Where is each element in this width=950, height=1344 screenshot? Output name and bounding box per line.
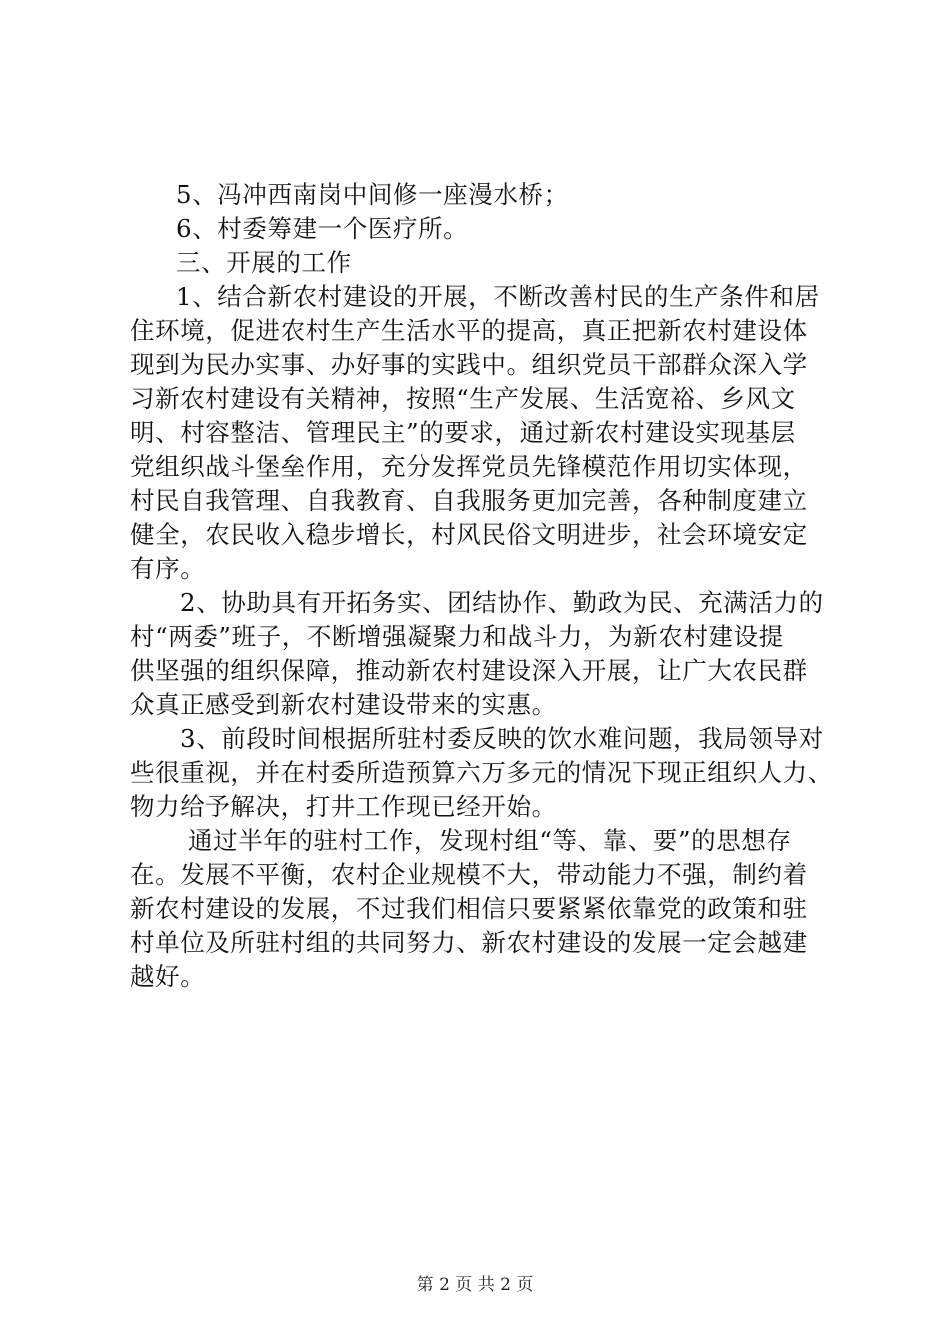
list-item-5: 5、冯冲西南岗中间修一座漫水桥； bbox=[176, 180, 569, 209]
paragraph-4-line-1: 通过半年的驻村工作，发现村组“等、靠、要”的思想存 bbox=[188, 826, 792, 855]
paragraph-1-line-1: 1、结合新农村建设的开展，不断改善村民的生产条件和居 bbox=[176, 282, 820, 311]
paragraph-4-line-5: 越好。 bbox=[130, 962, 206, 991]
paragraph-1-line-6: 党组织战斗堡垒作用，充分发挥党员先锋模范作用切实体现， bbox=[130, 452, 808, 481]
paragraph-3-line-2: 些很重视，并在村委所造预算六万多元的情况下现正组织人力、 bbox=[130, 758, 833, 787]
list-item-6: 6、村委筹建一个医疗所。 bbox=[176, 214, 469, 243]
paragraph-4-line-3: 新农村建设的发展，不过我们相信只要紧紧依靠党的政策和驻 bbox=[130, 894, 808, 923]
paragraph-2-line-1: 2、协助具有开拓务实、团结协作、勤政为民、充满活力的 bbox=[180, 588, 824, 617]
paragraph-1-line-9: 有序。 bbox=[130, 554, 206, 583]
document-body bbox=[130, 178, 833, 994]
paragraph-4-line-2: 在。发展不平衡，农村企业规模不大，带动能力不强，制约着 bbox=[130, 860, 808, 889]
paragraph-3-line-3: 物力给予解决，打井工作现已经开始。 bbox=[130, 792, 557, 821]
paragraph-2-line-4: 众真正感受到新农村建设带来的实惠。 bbox=[130, 690, 557, 719]
paragraph-1-line-5: 明、村容整洁、管理民主”的要求，通过新农村建设实现基层 bbox=[130, 418, 796, 447]
section-heading-3: 三、开展的工作 bbox=[176, 248, 352, 277]
paragraph-1-line-8: 健全，农民收入稳步增长，村风民俗文明进步，社会环境安定 bbox=[130, 520, 808, 549]
paragraph-1-line-2: 住环境，促进农村生产生活水平的提高，真正把新农村建设体 bbox=[130, 316, 808, 345]
paragraph-3-line-1: 3、前段时间根据所驻村委反映的饮水难问题，我局领导对 bbox=[180, 724, 824, 753]
page-number-footer: 第 2 页 共 2 页 bbox=[416, 1275, 534, 1295]
paragraph-2-line-2: 村“两委”班子，不断增强凝聚力和战斗力，为新农村建设提 bbox=[130, 622, 784, 651]
paragraph-1-line-4: 习新农村建设有关精神，按照“生产发展、生活宽裕、乡风文 bbox=[130, 384, 796, 413]
paragraph-2-line-3: 供坚强的组织保障，推动新农村建设深入开展，让广大农民群 bbox=[130, 656, 808, 685]
paragraph-1-line-3: 现到为民办实事、办好事的实践中。组织党员干部群众深入学 bbox=[130, 350, 808, 379]
paragraph-4-line-4: 村单位及所驻村组的共同努力、新农村建设的发展一定会越建 bbox=[130, 928, 808, 957]
paragraph-1-line-7: 村民自我管理、自我教育、自我服务更加完善，各种制度建立 bbox=[130, 486, 808, 515]
